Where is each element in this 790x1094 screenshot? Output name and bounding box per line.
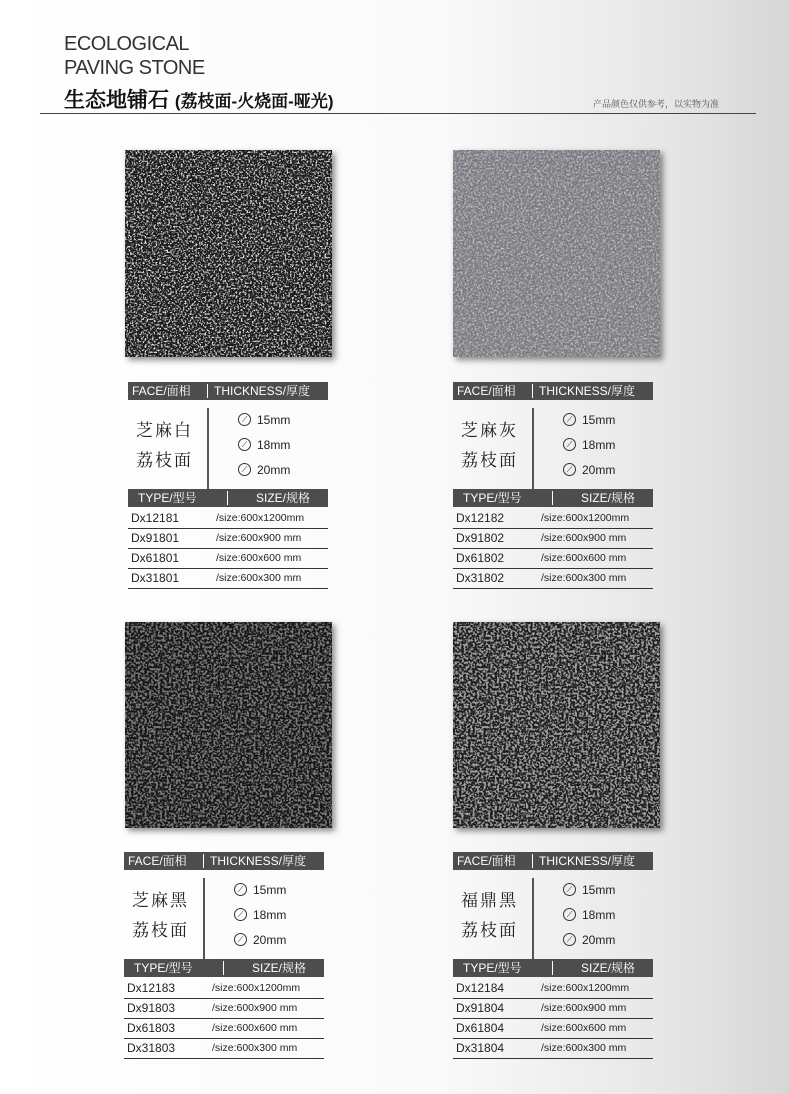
stone-swatch-sesame-gray <box>453 150 660 357</box>
header-separator <box>227 491 228 505</box>
type-label: TYPE/型号 <box>463 961 522 975</box>
thickness-circle-icon: ⟋ <box>234 933 247 946</box>
thickness-circle-icon: ⟋ <box>563 933 576 946</box>
thickness-circle-icon: ⟋ <box>563 413 576 426</box>
size-label: SIZE/规格 <box>252 961 307 975</box>
face-thickness-header <box>128 382 328 400</box>
face-divider <box>532 878 534 960</box>
type-size-header <box>453 489 653 507</box>
thickness-label: THICKNESS/厚度 <box>539 384 636 398</box>
thickness-option: ⟋ 18mm <box>238 435 290 455</box>
thickness-circle-icon: ⟋ <box>563 883 576 896</box>
thickness-option: ⟋ 18mm <box>563 905 615 925</box>
model-row: Dx61803 /size:600x600 mm <box>124 1019 324 1039</box>
header-separator <box>207 384 208 398</box>
thickness-option: ⟋ 20mm <box>238 460 290 480</box>
face-name-line1: 福鼎黑 <box>461 891 518 910</box>
header-separator <box>223 961 224 975</box>
face-label: FACE/面相 <box>128 854 187 868</box>
model-row: Dx31804 /size:600x300 mm <box>453 1039 653 1059</box>
thickness-circle-icon: ⟋ <box>238 463 251 476</box>
thickness-option: ⟋ 15mm <box>238 410 290 430</box>
face-thickness-header <box>124 852 324 870</box>
type-size-header <box>124 959 324 977</box>
title-en-line2: PAVING STONE <box>64 57 205 79</box>
thickness-option: ⟋ 15mm <box>563 410 615 430</box>
thickness-option: ⟋ 20mm <box>234 930 286 950</box>
model-row: Dx31802 /size:600x300 mm <box>453 569 653 589</box>
type-label: TYPE/型号 <box>134 961 193 975</box>
type-size-header <box>128 489 328 507</box>
thickness-circle-icon: ⟋ <box>563 438 576 451</box>
header-separator <box>552 961 553 975</box>
face-thickness-header <box>453 852 653 870</box>
thickness-circle-icon: ⟋ <box>234 908 247 921</box>
face-name-line2: 荔枝面 <box>461 921 518 940</box>
subtitle-cn: (荔枝面-火烧面-哑光) <box>174 92 334 111</box>
model-row: Dx91804 /size:600x900 mm <box>453 999 653 1019</box>
model-row: Dx12184 /size:600x1200mm <box>453 979 653 999</box>
face-name-line1: 芝麻白 <box>136 421 193 440</box>
stone-swatch-sesame-black <box>125 622 332 828</box>
size-label: SIZE/规格 <box>581 961 636 975</box>
model-row: Dx61801 /size:600x600 mm <box>128 549 328 569</box>
header-separator <box>532 384 533 398</box>
thickness-circle-icon: ⟋ <box>238 438 251 451</box>
title-cn-block <box>64 84 334 114</box>
type-label: TYPE/型号 <box>138 491 197 505</box>
face-name-line1: 芝麻灰 <box>461 421 518 440</box>
type-size-header <box>453 959 653 977</box>
title-en <box>64 32 205 80</box>
face-divider <box>203 878 205 960</box>
face-label: FACE/面相 <box>457 384 516 398</box>
face-name-line2: 荔枝面 <box>461 451 518 470</box>
model-row: Dx12182 /size:600x1200mm <box>453 509 653 529</box>
title-en-line1: ECOLOGICAL <box>64 33 190 55</box>
face-divider <box>532 408 534 490</box>
thickness-label: THICKNESS/厚度 <box>539 854 636 868</box>
title-cn: 生态地铺石 <box>64 89 169 112</box>
face-thickness-header <box>453 382 653 400</box>
thickness-circle-icon: ⟋ <box>238 413 251 426</box>
model-row: Dx91803 /size:600x900 mm <box>124 999 324 1019</box>
thickness-option: ⟋ 15mm <box>563 880 615 900</box>
header-separator <box>532 854 533 868</box>
face-name-line2: 荔枝面 <box>132 921 189 940</box>
model-row: Dx31801 /size:600x300 mm <box>128 569 328 589</box>
header-divider <box>40 113 756 114</box>
thickness-circle-icon: ⟋ <box>563 908 576 921</box>
header-separator <box>552 491 553 505</box>
model-row: Dx31803 /size:600x300 mm <box>124 1039 324 1059</box>
thickness-option: ⟋ 18mm <box>563 435 615 455</box>
stone-swatch-sesame-white <box>125 150 332 357</box>
size-label: SIZE/规格 <box>581 491 636 505</box>
stone-swatch-fuding-black <box>453 622 660 828</box>
size-label: SIZE/规格 <box>256 491 311 505</box>
model-row: Dx12181 /size:600x1200mm <box>128 509 328 529</box>
header-separator <box>203 854 204 868</box>
thickness-option: ⟋ 15mm <box>234 880 286 900</box>
thickness-label: THICKNESS/厚度 <box>214 384 311 398</box>
model-row: Dx91802 /size:600x900 mm <box>453 529 653 549</box>
face-divider <box>207 408 209 490</box>
model-row: Dx61802 /size:600x600 mm <box>453 549 653 569</box>
thickness-option: ⟋ 18mm <box>234 905 286 925</box>
thickness-circle-icon: ⟋ <box>563 463 576 476</box>
thickness-option: ⟋ 20mm <box>563 930 615 950</box>
disclaimer-note: 产品颜色仅供参考，以实物为准 <box>593 99 720 109</box>
thickness-option: ⟋ 20mm <box>563 460 615 480</box>
model-row: Dx91801 /size:600x900 mm <box>128 529 328 549</box>
thickness-circle-icon: ⟋ <box>234 883 247 896</box>
face-label: FACE/面相 <box>457 854 516 868</box>
face-name-line1: 芝麻黑 <box>132 891 189 910</box>
face-name-line2: 荔枝面 <box>136 451 193 470</box>
face-label: FACE/面相 <box>132 384 191 398</box>
model-row: Dx61804 /size:600x600 mm <box>453 1019 653 1039</box>
thickness-label: THICKNESS/厚度 <box>210 854 307 868</box>
model-row: Dx12183 /size:600x1200mm <box>124 979 324 999</box>
type-label: TYPE/型号 <box>463 491 522 505</box>
